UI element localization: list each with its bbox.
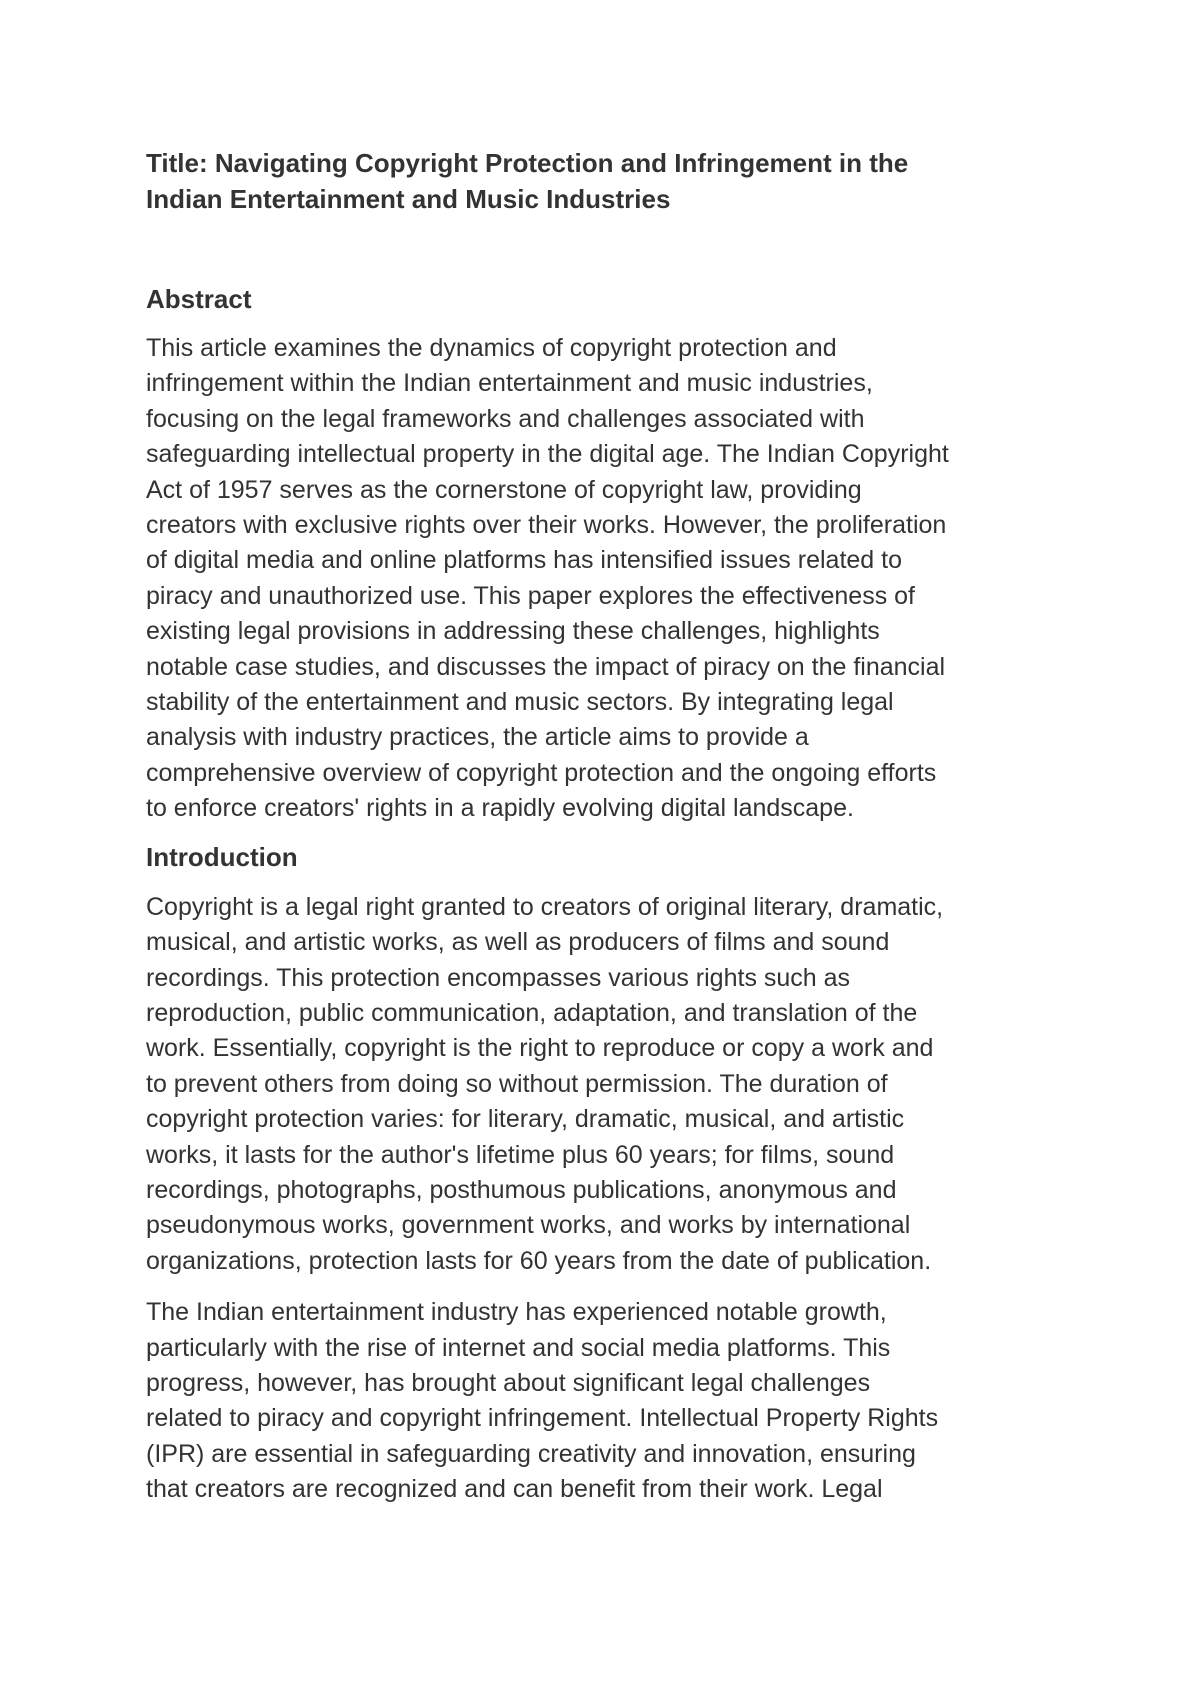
abstract-paragraph: [146, 331, 1066, 827]
text-line: to enforce creators' rights in a rapidly evolving digital landscape.: [146, 794, 854, 823]
text-line: comprehensive overview of copyright protection and the ongoing efforts: [146, 758, 937, 787]
introduction-paragraph-2: [146, 1295, 1066, 1507]
title-line: Title: Navigating Copyright Protection and Infringement in the: [146, 148, 909, 178]
text-line: infringement within the Indian entertainment and music industries,: [146, 369, 873, 398]
text-line: creators with exclusive rights over their works. However, the proliferation: [146, 511, 947, 540]
introduction-paragraph-1: [146, 890, 1066, 1279]
title-line: Indian Entertainment and Music Industries: [146, 184, 671, 214]
text-line: stability of the entertainment and music sectors. By integrating legal: [146, 688, 894, 717]
text-line: notable case studies, and discusses the impact of piracy on the financial: [146, 652, 946, 681]
text-line: existing legal provisions in addressing these challenges, highlights: [146, 617, 880, 646]
text-line: This article examines the dynamics of copyright protection and: [146, 334, 837, 362]
text-line: recordings. This protection encompasses various rights such as: [146, 963, 851, 992]
text-line: piracy and unauthorized use. This paper explores the effectiveness of: [146, 581, 915, 610]
text-line: pseudonymous works, government works, and works by international: [146, 1211, 911, 1240]
text-line: recordings, photographs, posthumous publications, anonymous and: [146, 1175, 897, 1204]
abstract-heading: Abstract: [146, 284, 252, 314]
text-line: focusing on the legal frameworks and challenges associated with: [146, 404, 865, 433]
text-line: musical, and artistic works, as well as producers of films and sound: [146, 928, 890, 957]
text-line: The Indian entertainment industry has experienced notable growth,: [146, 1298, 887, 1327]
document-title: [146, 145, 1066, 217]
text-line: of digital media and online platforms has intensified issues related to: [146, 546, 902, 575]
text-line: Act of 1957 serves as the cornerstone of copyright law, providing: [146, 475, 862, 504]
text-line: related to piracy and copyright infringement. Intellectual Property Rights: [146, 1404, 939, 1433]
text-line: safeguarding intellectual property in the digital age. The Indian Copyright: [146, 440, 949, 469]
page-content: [146, 145, 1066, 1508]
text-line: organizations, protection lasts for 60 years from the date of publication.: [146, 1246, 932, 1275]
text-line: (IPR) are essential in safeguarding creativity and innovation, ensuring: [146, 1439, 916, 1468]
text-line: copyright protection varies: for literary, dramatic, musical, and artistic: [146, 1105, 905, 1134]
text-line: works, it lasts for the author's lifetime plus 60 years; for films, sound: [146, 1140, 895, 1169]
text-line: Copyright is a legal right granted to creators of original literary, dramatic,: [146, 892, 944, 921]
text-line: reproduction, public communication, adaptation, and translation of the: [146, 998, 918, 1027]
text-line: progress, however, has brought about significant legal challenges: [146, 1368, 871, 1397]
introduction-heading: Introduction: [146, 841, 298, 872]
text-line: work. Essentially, copyright is the right to reproduce or copy a work and: [146, 1034, 934, 1063]
text-line: analysis with industry practices, the article aims to provide a: [146, 723, 809, 752]
text-line: particularly with the rise of internet and social media platforms. This: [146, 1333, 891, 1362]
text-line: to prevent others from doing so without permission. The duration of: [146, 1069, 888, 1098]
text-line: that creators are recognized and can benefit from their work. Legal: [146, 1475, 883, 1504]
